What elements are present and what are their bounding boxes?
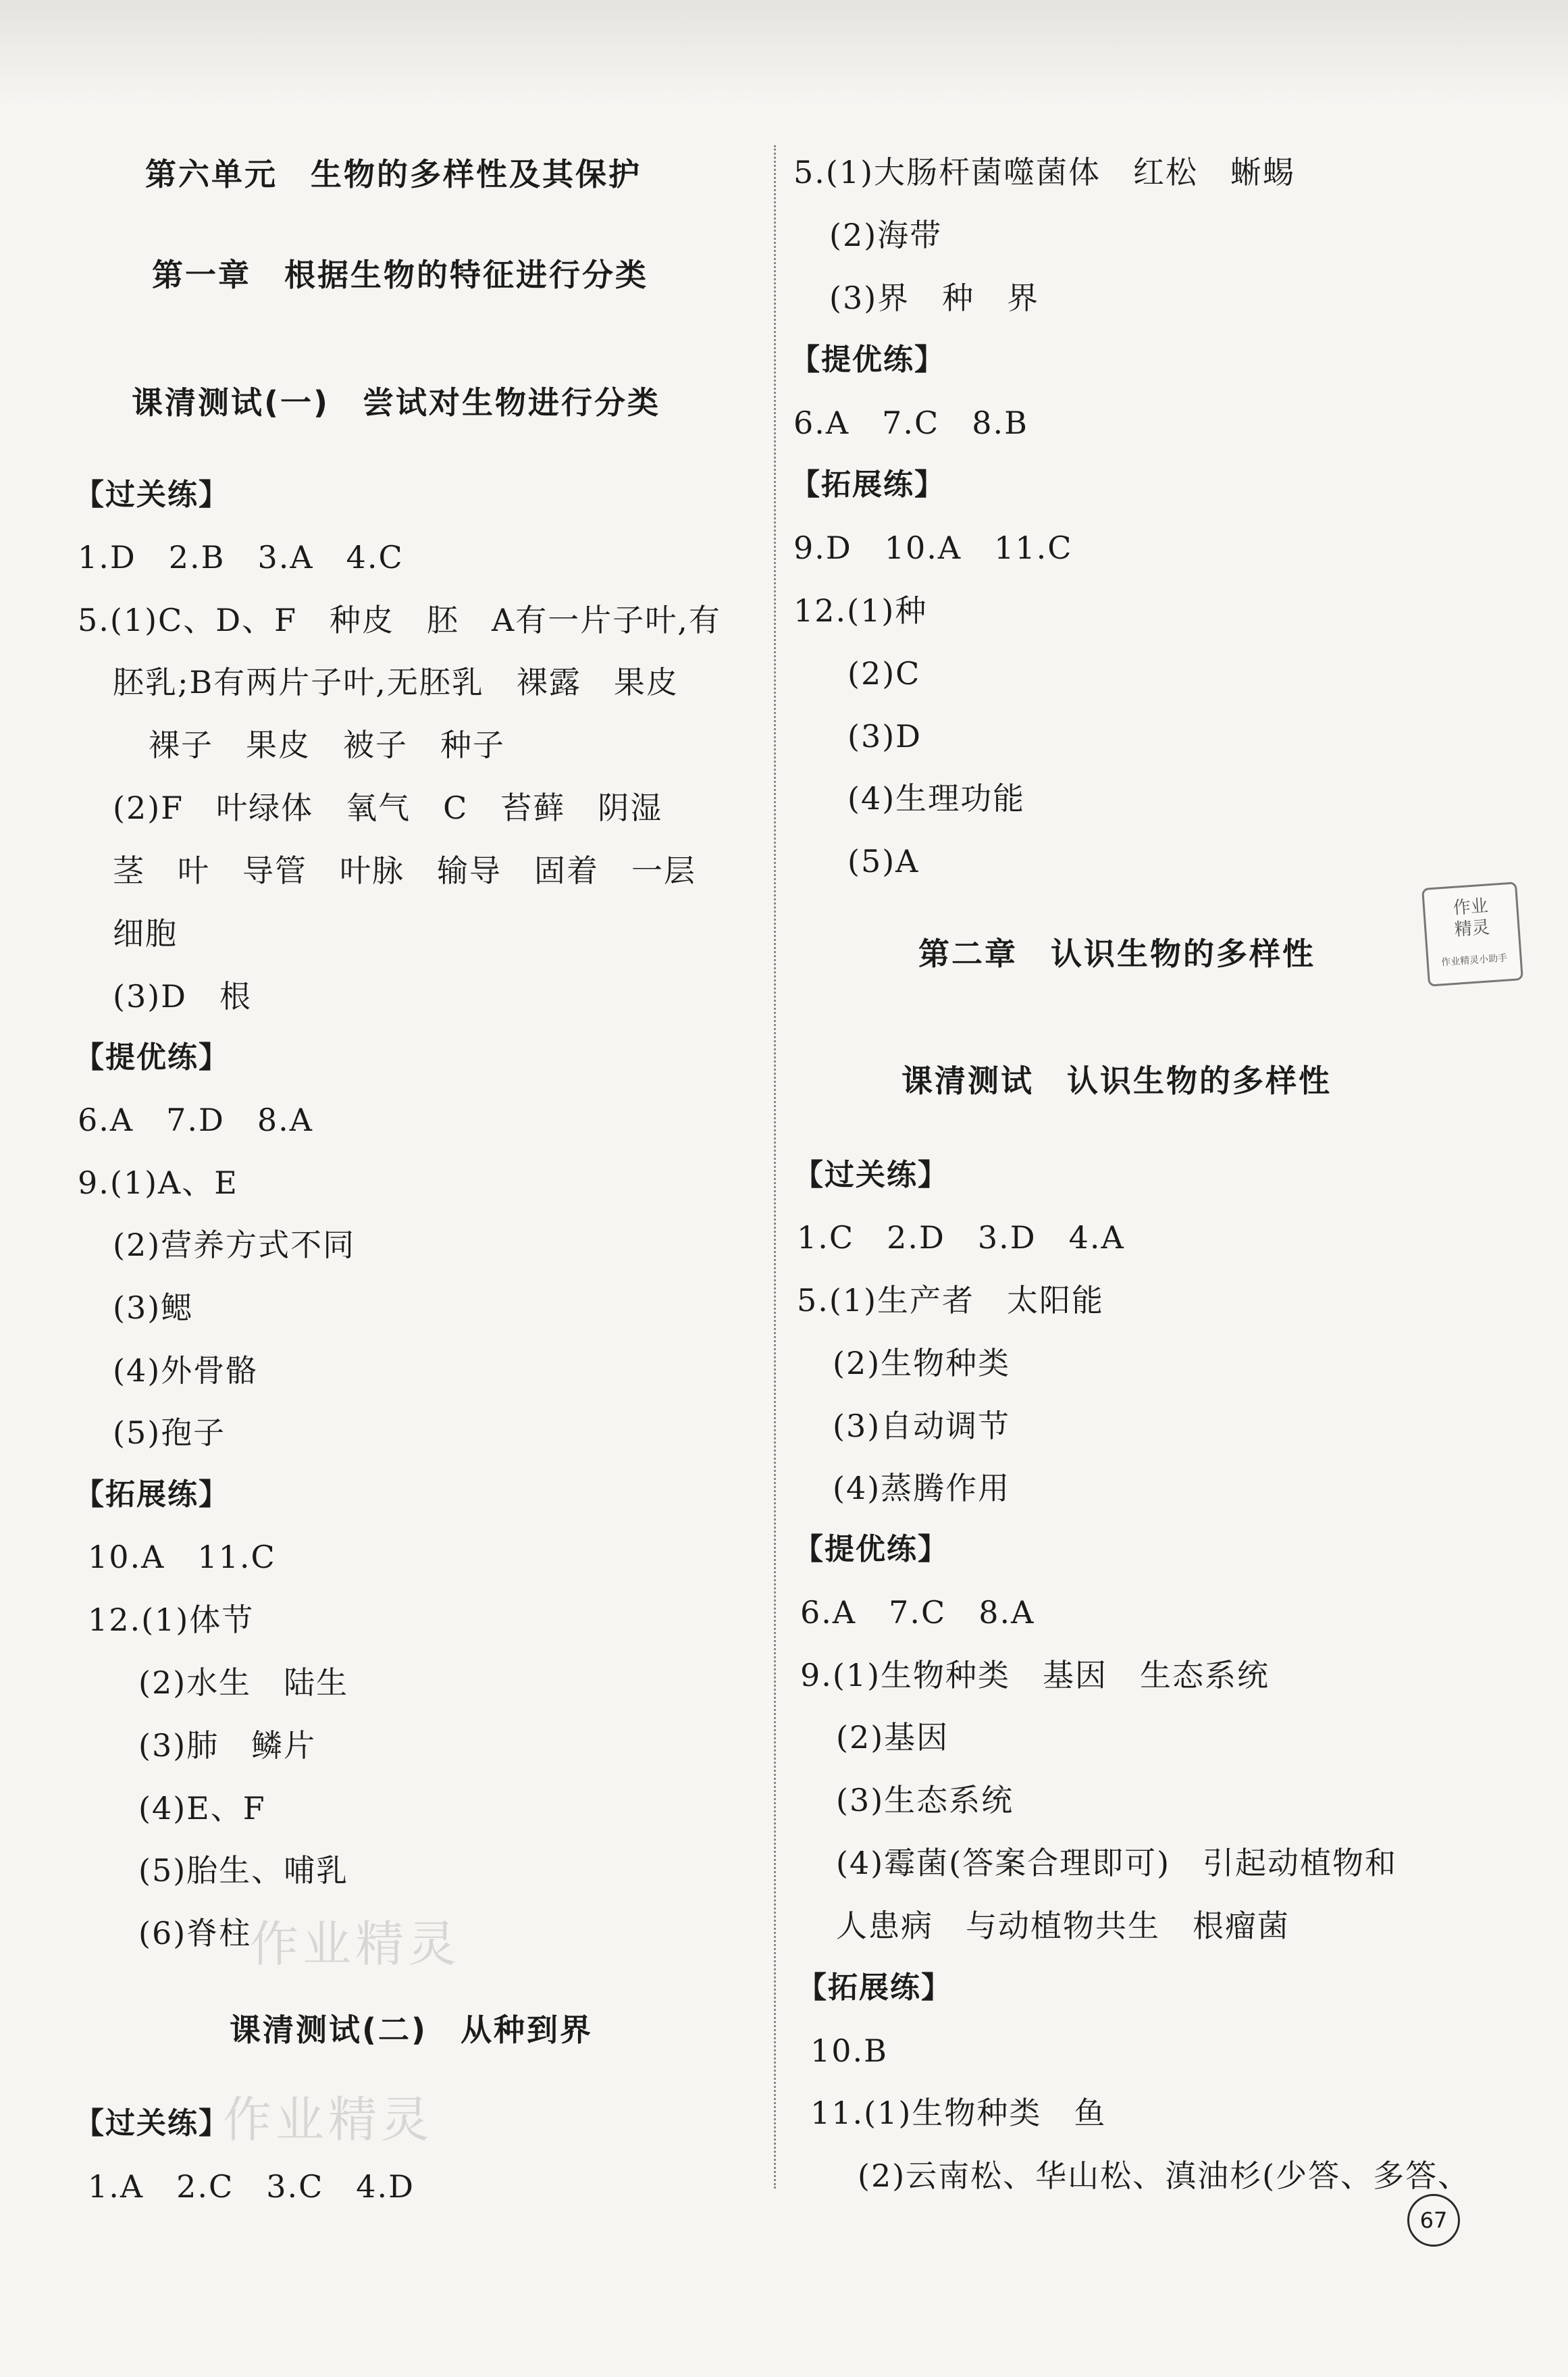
answer-line: 11.(1)生物种类 鱼 [810, 2095, 1107, 2131]
answer-line: (6)脊柱 [138, 1915, 252, 1951]
answer-line: (3)肺 鳞片 [138, 1727, 317, 1764]
answer-line: (4)E、F [138, 1790, 266, 1826]
answer-line: 12.(1)种 [793, 592, 928, 629]
column-divider [774, 145, 776, 2189]
chapter-title: 第一章 根据生物的特征进行分类 [152, 257, 648, 293]
answer-line: 1.A 2.C 3.C 4.D [88, 2168, 415, 2205]
answer-line: (5)胎生、哺乳 [138, 1852, 349, 1889]
test1-pass-label: 【过关练】 [74, 478, 230, 512]
stamp-subtitle: 作业精灵小助手 [1440, 952, 1508, 969]
homework-app-stamp [1421, 881, 1523, 986]
test1-title: 课清测试(一) 尝试对生物进行分类 [132, 384, 661, 421]
answer-line: 9.D 10.A 11.C [793, 530, 1073, 566]
answer-line: (3)界 种 界 [829, 280, 1040, 316]
answer-line: 10.B [810, 2033, 888, 2069]
stamp-title: 作业 精灵 [1452, 896, 1490, 940]
answer-line: 9.(1)A、E [78, 1165, 238, 1201]
test1-expand-label: 【拓展练】 [74, 1477, 230, 1512]
test1-improve-label: 【提优练】 [74, 1040, 230, 1075]
answer-line: (2)营养方式不同 [113, 1227, 356, 1263]
answer-line: 12.(1)体节 [88, 1602, 255, 1638]
answer-line: (2)水生 陆生 [138, 1664, 349, 1701]
test2-pass-label: 【过关练】 [74, 2106, 230, 2141]
test3-improve-label: 【提优练】 [793, 1532, 949, 1566]
watermark: 作业精灵 [223, 2091, 434, 2148]
answer-line: (2)海带 [829, 217, 943, 253]
page-top-shadow [0, 0, 1568, 101]
answer-line: (5)孢子 [113, 1414, 226, 1451]
test3-pass-label: 【过关练】 [793, 1158, 949, 1192]
answer-line: (2)生物种类 [833, 1345, 1011, 1381]
answer-line: (3)D 根 [113, 978, 253, 1015]
answer-line: 5.(1)大肠杆菌噬菌体 红松 蜥蜴 [793, 154, 1296, 190]
answer-line: 人患病 与动植物共生 根瘤菌 [836, 1908, 1290, 1944]
answer-line: 茎 叶 导管 叶脉 输导 固着 一层 [113, 852, 696, 889]
answer-line: (5)A [847, 843, 920, 879]
answer-line: 5.(1)生产者 太阳能 [797, 1282, 1105, 1319]
t2-expand-label: 【拓展练】 [790, 467, 945, 502]
chapter2-title: 第二章 认识生物的多样性 [918, 936, 1315, 972]
answer-line: 细胞 [113, 915, 178, 952]
test2-title: 课清测试(二) 从种到界 [230, 2012, 594, 2048]
answer-line: 裸子 果皮 被子 种子 [149, 727, 505, 763]
page-number: 67 [1407, 2194, 1460, 2247]
answer-line: (3)D [847, 718, 922, 755]
answer-line: (4)蒸腾作用 [833, 1470, 1011, 1506]
answer-line: (4)霉菌(答案合理即可) 引起动植物和 [836, 1845, 1398, 1881]
answer-line: (4)外骨骼 [113, 1352, 259, 1389]
answer-line: (2)云南松、华山松、滇油杉(少答、多答、 [858, 2157, 1471, 2194]
answer-line: 6.A 7.D 8.A [78, 1102, 313, 1138]
answer-line: (2)基因 [836, 1719, 949, 1756]
answer-line: 1.D 2.B 3.A 4.C [78, 539, 404, 576]
unit-title: 第六单元 生物的多样性及其保护 [145, 156, 642, 193]
test3-expand-label: 【拓展练】 [797, 1970, 952, 2005]
answer-line: (4)生理功能 [847, 780, 1026, 817]
answer-line: (3)自动调节 [833, 1408, 1011, 1444]
answer-line: 9.(1)生物种类 基因 生态系统 [800, 1657, 1270, 1693]
answer-line: (2)F 叶绿体 氧气 C 苔藓 阴湿 [113, 790, 663, 826]
answer-line: (3)鳃 [113, 1289, 194, 1326]
answer-line: (3)生态系统 [836, 1782, 1014, 1818]
answer-line: 胚乳;B有两片子叶,无胚乳 裸露 果皮 [113, 664, 679, 700]
answer-line: 6.A 7.C 8.B [793, 405, 1028, 441]
answer-line: 1.C 2.D 3.D 4.A [797, 1219, 1125, 1256]
watermark: 作业精灵 [250, 1916, 461, 1972]
test3-title: 课清测试 认识生物的多样性 [901, 1063, 1332, 1099]
answer-line: (2)C [847, 655, 921, 692]
answer-line: 5.(1)C、D、F 种皮 胚 A有一片子叶,有 [78, 602, 721, 638]
answer-line: 10.A 11.C [88, 1539, 276, 1575]
t2-improve-label: 【提优练】 [790, 342, 945, 377]
answer-line: 6.A 7.C 8.A [800, 1594, 1035, 1631]
